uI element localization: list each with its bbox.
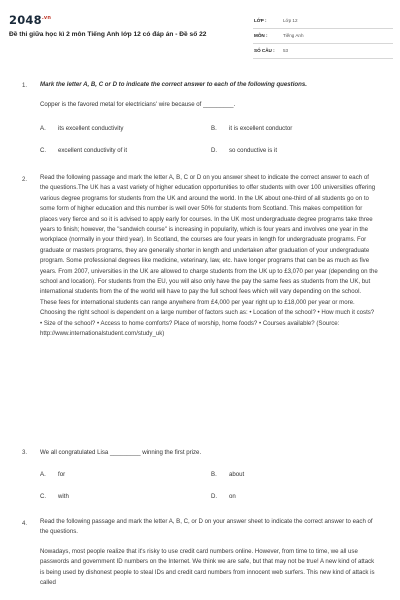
question-number: 3. <box>22 449 28 456</box>
answer-option-a[interactable] <box>40 125 123 132</box>
question-stem: We all congratulated Lisa _________ winning the first prize. <box>40 449 202 456</box>
answer-option-c[interactable] <box>40 493 69 500</box>
option-letter: B. <box>211 125 217 132</box>
question-number: 1. <box>22 82 28 89</box>
page-title: Đề thi giữa học kì 2 môn Tiếng Anh lớp 12 có đáp án - Đề số 22 <box>9 31 207 38</box>
option-letter: A. <box>40 125 46 132</box>
question-stem: Copper is the favored metal for electricians' wire because of _________. <box>40 101 236 108</box>
answer-option-b[interactable] <box>211 471 244 478</box>
question-prompt: Mark the letter A, B, C or D to indicate the correct answer to each of the following questions. <box>40 81 307 88</box>
page-header <box>0 0 400 64</box>
answer-option-b[interactable] <box>211 125 292 132</box>
meta-key: SỐ CÂU : <box>254 48 275 53</box>
question-prompt: Read the following passage and mark the letter A, B, C, or D on your answer sheet to indicate the correct answer to each of the questions. <box>40 518 373 536</box>
meta-value: Tiếng Anh <box>283 33 304 38</box>
site-logo[interactable]: $2048^{.vn}$ <box>9 13 52 27</box>
document-meta <box>253 14 393 59</box>
option-letter: A. <box>40 471 46 478</box>
option-text: its excellent conductivity <box>58 125 124 132</box>
answer-option-a[interactable] <box>40 471 65 478</box>
option-text: so conductive is it <box>229 147 278 154</box>
meta-key: LỚP : <box>254 18 267 23</box>
answer-option-d[interactable] <box>211 147 277 154</box>
meta-value: 53 <box>283 48 289 53</box>
option-letter: D. <box>211 493 218 500</box>
reading-passage: Read the following passage and mark the letter A, B, C or D on you answer sheet to indicate the correct answer to each of the questions.The UK has a vast variety of higher education opportunities to offer students with over 100 universities offering various degree programs for students from the UK and around the world. In the UK about one-third of all students go on to some form of higher education and this number is well over 50% for students from Scotland. This makes competition for places very fierce and so it is advised to apply early for courses. In the UK most undergraduate degree programs take three years to finish; however, the "sandwich course" is increasing in popularity, which is four years and involves one year in the workplace (normally in your third year). In Scotland, the courses are four years in length for undergraduate programs. For graduate or masters programs, they are generally shorter in length and undertaken after graduation of your undergraduate program. Some professional degrees like medicine, veterinary, law, etc. have longer programs that can be as much as five years. From 2007, universities in the UK are allowed to charge students from the UK up to £3,070 per year (depending on the school and location). For students from the EU, you will also only have the pay the same fees as students from the UK, but international students from the of the world will have to pay the full school fees which will vary depending on the school. These fees for international students can range anywhere from £4,000 per year right up to £18,000 per year or more. Choosing the right school is dependent on a large number of factors such as: • Location of the school? • How much it costs? • Size of the school? • Access to home comforts? Place of worship, home foods? • Courses available? (Source: http://www.internationalstudent.com/study_uk) <box>40 174 378 338</box>
answer-option-d[interactable] <box>211 493 236 500</box>
option-text: excellent conductivity of it <box>58 147 128 154</box>
option-text: for <box>58 471 66 478</box>
option-text: it is excellent conductor <box>229 125 293 132</box>
meta-row-subject <box>253 29 393 44</box>
meta-key: MÔN : <box>254 33 268 38</box>
option-letter: C. <box>40 493 47 500</box>
question-number: 4. <box>22 520 28 527</box>
meta-row-class <box>253 14 393 29</box>
reading-passage: Nowadays, most people realize that it's risky to use credit card numbers online. However, from time to time, we all use passwords and government ID numbers on the Internet. We think we are safe, but that may not be true! A new kind of attack is being used by dishonest people to steal IDs and credit card numbers from innocent web surfers. This new kind of attack is called <box>40 548 375 587</box>
answer-option-c[interactable] <box>40 147 127 154</box>
meta-row-count <box>253 44 393 59</box>
option-letter: C. <box>40 147 47 154</box>
option-letter: B. <box>211 471 217 478</box>
option-letter: D. <box>211 147 218 154</box>
option-text: on <box>229 493 236 500</box>
question-number: 2. <box>22 176 28 183</box>
option-text: about <box>229 471 245 478</box>
option-text: with <box>58 493 69 500</box>
meta-value: Lớp 12 <box>283 18 298 23</box>
